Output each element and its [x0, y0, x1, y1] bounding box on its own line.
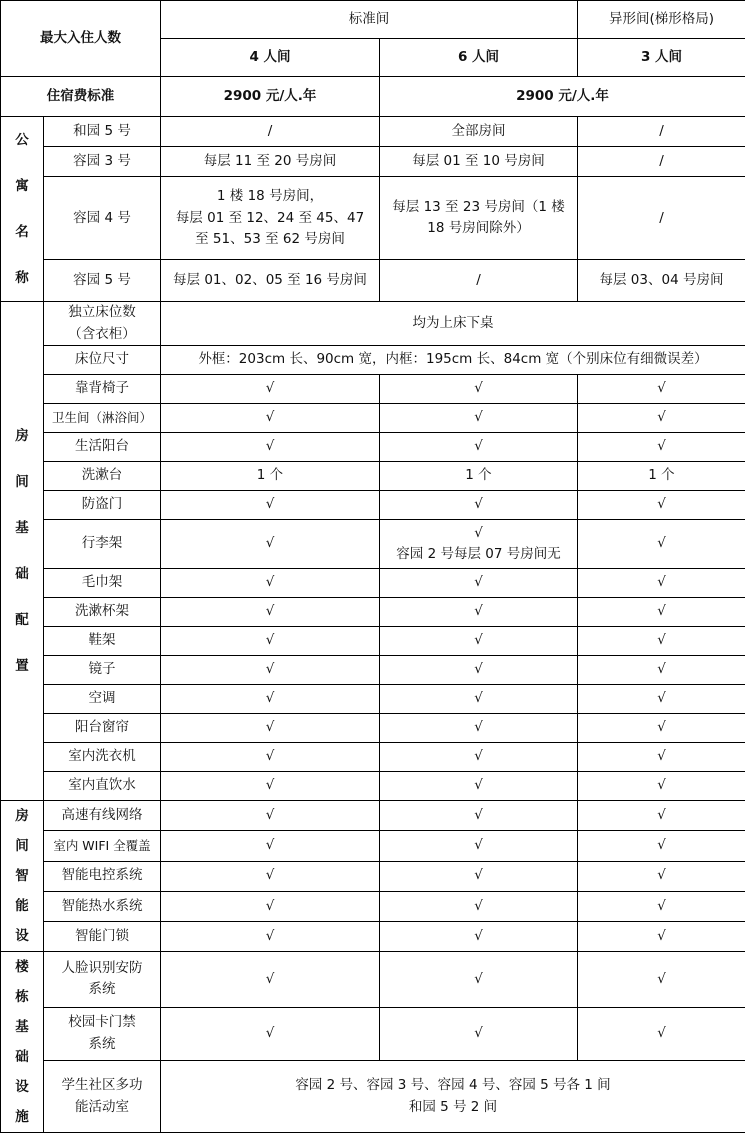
- feature-name: 智能热水系统: [44, 891, 161, 921]
- four-person-value: √: [161, 433, 380, 462]
- apartment-name: 容园 5 号: [44, 260, 161, 302]
- four-person-value: 1 个: [161, 462, 380, 491]
- feature-name: 鞋架: [44, 627, 161, 656]
- six-person-value: √ 容园 2 号每层 07 号房间无: [380, 520, 578, 569]
- six-person-value: 1 个: [380, 462, 578, 491]
- six-person-value: √: [380, 801, 578, 831]
- three-person-value: √: [578, 491, 745, 520]
- beds-value: 均为上床下桌: [161, 302, 745, 346]
- feature-name: 毛巾架: [44, 569, 161, 598]
- apartment-four-rooms: 每层 01、02、05 至 16 号房间: [161, 260, 380, 302]
- feature-name: 校园卡门禁 系统: [44, 1007, 161, 1060]
- four-person-value: √: [161, 656, 380, 685]
- feature-name: 室内直饮水: [44, 772, 161, 801]
- six-person-value: √: [380, 921, 578, 951]
- three-person-header: 3 人间: [578, 39, 745, 77]
- bed-size-value: 外框：203cm 长、90cm 宽，内框：195cm 长、84cm 宽（个别床位有细微误差）: [161, 346, 745, 375]
- smart-group-label: 房间智能设: [1, 801, 44, 952]
- four-person-value: √: [161, 952, 380, 1007]
- four-person-value: √: [161, 772, 380, 801]
- apartment-three-rooms: /: [578, 147, 745, 177]
- feature-name: 空调: [44, 685, 161, 714]
- apartment-six-rooms: 全部房间: [380, 117, 578, 147]
- six-person-header: 6 人间: [380, 39, 578, 77]
- apartments-group-label: 公寓名称: [1, 117, 44, 302]
- feature-name: 镜子: [44, 656, 161, 685]
- six-person-value: √: [380, 656, 578, 685]
- bed-size-label: 床位尺寸: [44, 346, 161, 375]
- apartment-four-rooms: 每层 11 至 20 号房间: [161, 147, 380, 177]
- three-person-value: √: [578, 433, 745, 462]
- feature-name: 防盗门: [44, 491, 161, 520]
- feature-name: 洗漱杯架: [44, 598, 161, 627]
- apartment-six-rooms: 每层 13 至 23 号房间（1 楼 18 号房间除外）: [380, 177, 578, 260]
- three-person-value: √: [578, 861, 745, 891]
- three-person-value: √: [578, 569, 745, 598]
- six-person-value: √: [380, 743, 578, 772]
- apartment-three-rooms: /: [578, 117, 745, 147]
- three-person-value: √: [578, 598, 745, 627]
- feature-name: 人脸识别安防 系统: [44, 952, 161, 1007]
- three-person-value: √: [578, 520, 745, 569]
- six-person-value: √: [380, 952, 578, 1007]
- fee-standard: 2900 元/人.年: [161, 77, 380, 117]
- feature-name: 智能电控系统: [44, 861, 161, 891]
- six-person-value: √: [380, 861, 578, 891]
- basic-config-group-label: 房间基础配置: [1, 302, 44, 801]
- three-person-value: √: [578, 404, 745, 433]
- standard-room-header: 标准间: [161, 1, 578, 39]
- three-person-value: √: [578, 627, 745, 656]
- four-person-value: √: [161, 861, 380, 891]
- four-person-value: √: [161, 598, 380, 627]
- feature-name: 生活阳台: [44, 433, 161, 462]
- four-person-value: √: [161, 375, 380, 404]
- four-person-value: √: [161, 714, 380, 743]
- activity-room-label: 学生社区多功 能活动室: [44, 1060, 161, 1132]
- four-person-header: 4 人间: [161, 39, 380, 77]
- feature-name: 洗漱台: [44, 462, 161, 491]
- feature-name: 卫生间（淋浴间）: [44, 404, 161, 433]
- feature-name: 高速有线网络: [44, 801, 161, 831]
- six-person-value: √: [380, 714, 578, 743]
- six-person-value: √: [380, 404, 578, 433]
- four-person-value: √: [161, 491, 380, 520]
- apartment-name: 容园 4 号: [44, 177, 161, 260]
- three-person-value: √: [578, 656, 745, 685]
- feature-name: 智能门锁: [44, 921, 161, 951]
- six-person-value: √: [380, 598, 578, 627]
- feature-name: 室内洗衣机: [44, 743, 161, 772]
- apartment-three-rooms: /: [578, 177, 745, 260]
- three-person-value: √: [578, 772, 745, 801]
- six-person-value: √: [380, 627, 578, 656]
- apartment-four-rooms: /: [161, 117, 380, 147]
- max-occupants-header: 最大入住人数: [1, 1, 161, 77]
- three-person-value: √: [578, 891, 745, 921]
- four-person-value: √: [161, 520, 380, 569]
- apartment-three-rooms: 每层 03、04 号房间: [578, 260, 745, 302]
- fee-special: 2900 元/人.年: [380, 77, 745, 117]
- apartment-four-rooms: 1 楼 18 号房间， 每层 01 至 12、24 至 45、47 至 51、53 至 62 号房间: [161, 177, 380, 260]
- apartment-name: 和园 5 号: [44, 117, 161, 147]
- six-person-value: √: [380, 569, 578, 598]
- six-person-value: √: [380, 772, 578, 801]
- three-person-value: √: [578, 801, 745, 831]
- six-person-value: √: [380, 685, 578, 714]
- six-person-value: √: [380, 491, 578, 520]
- four-person-value: √: [161, 685, 380, 714]
- six-person-value: √: [380, 433, 578, 462]
- four-person-value: √: [161, 831, 380, 861]
- beds-label: 独立床位数 （含衣柜）: [44, 302, 161, 346]
- four-person-value: √: [161, 1007, 380, 1060]
- feature-name: 靠背椅子: [44, 375, 161, 404]
- three-person-value: √: [578, 685, 745, 714]
- four-person-value: √: [161, 921, 380, 951]
- three-person-value: √: [578, 743, 745, 772]
- luggage-rack-note: 容园 2 号每层 07 号房间无: [383, 544, 574, 566]
- special-room-header: 异形间(梯形格局): [578, 1, 745, 39]
- feature-name: 室内 WIFI 全覆盖: [44, 831, 161, 861]
- six-person-value: √: [380, 375, 578, 404]
- four-person-value: √: [161, 569, 380, 598]
- three-person-value: √: [578, 375, 745, 404]
- four-person-value: √: [161, 743, 380, 772]
- apartment-six-rooms: /: [380, 260, 578, 302]
- feature-name: 行李架: [44, 520, 161, 569]
- six-person-value: √: [380, 891, 578, 921]
- apartment-six-rooms: 每层 01 至 10 号房间: [380, 147, 578, 177]
- feature-name: 阳台窗帘: [44, 714, 161, 743]
- three-person-value: √: [578, 952, 745, 1007]
- three-person-value: √: [578, 1007, 745, 1060]
- building-group-label: 楼栋基础设施: [1, 952, 44, 1133]
- six-person-value: √: [380, 831, 578, 861]
- four-person-value: √: [161, 801, 380, 831]
- four-person-value: √: [161, 627, 380, 656]
- fee-label: 住宿费标准: [1, 77, 161, 117]
- four-person-value: √: [161, 404, 380, 433]
- four-person-value: √: [161, 891, 380, 921]
- apartment-name: 容园 3 号: [44, 147, 161, 177]
- activity-room-value: 容园 2 号、容园 3 号、容园 4 号、容园 5 号各 1 间 和园 5 号 2 间: [161, 1060, 745, 1132]
- three-person-value: √: [578, 831, 745, 861]
- six-person-value: √: [380, 1007, 578, 1060]
- three-person-value: √: [578, 921, 745, 951]
- three-person-value: 1 个: [578, 462, 745, 491]
- three-person-value: √: [578, 714, 745, 743]
